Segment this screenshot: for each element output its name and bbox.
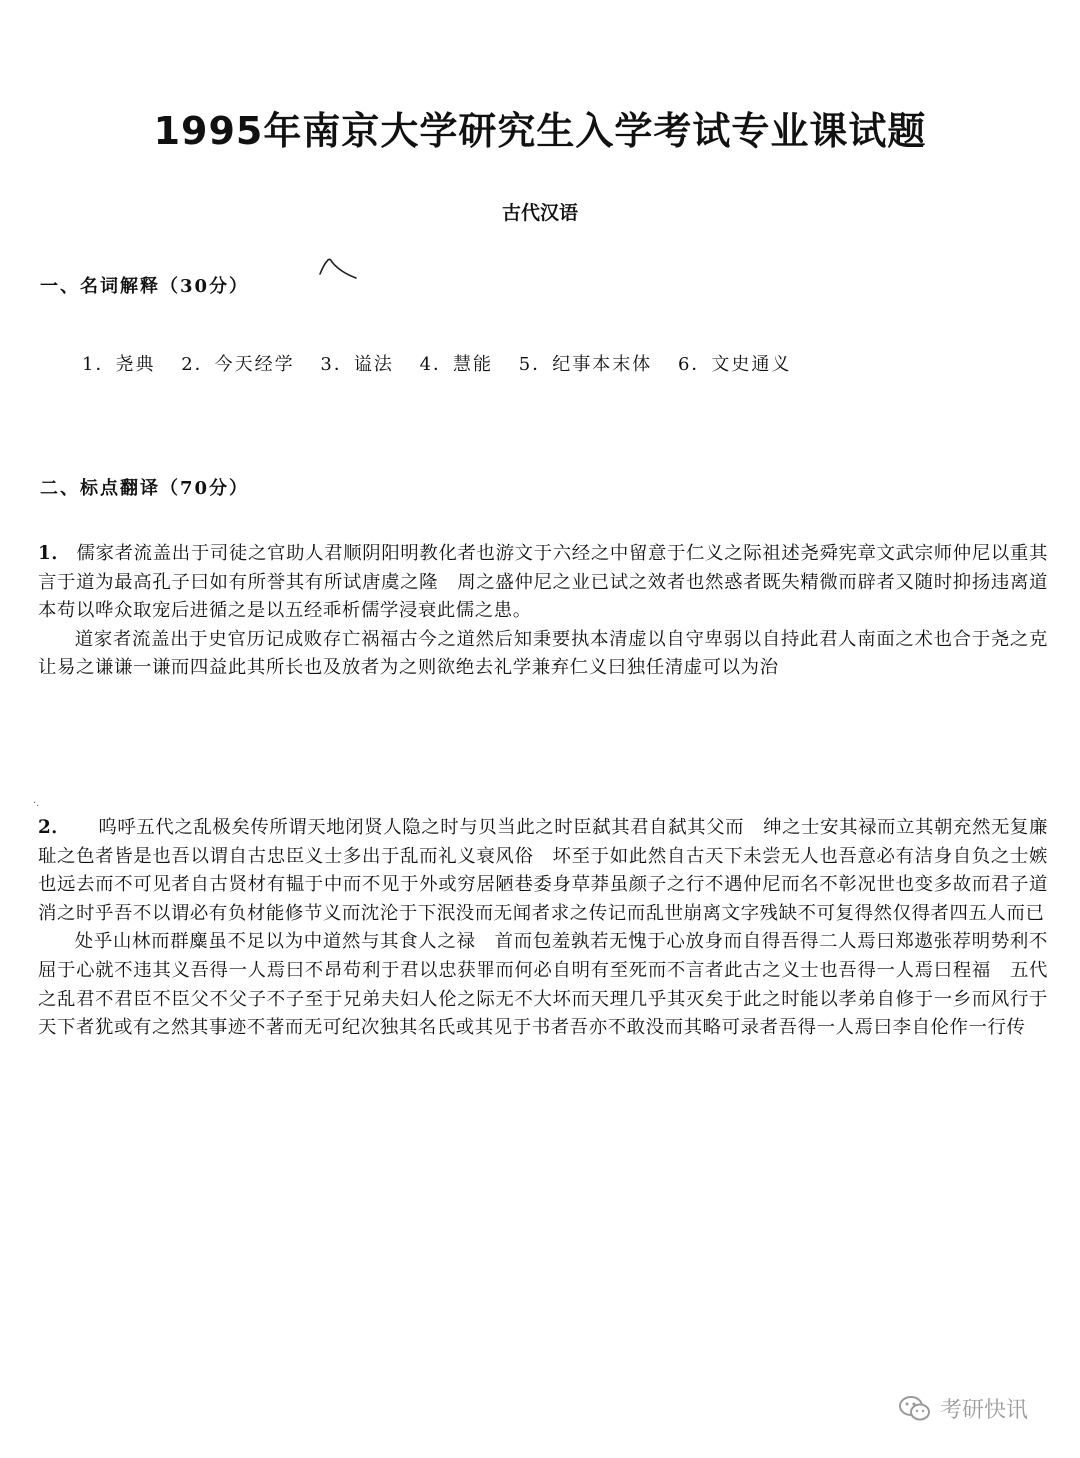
term-item: 6．文史通义 (677, 354, 792, 375)
section-2-heading: 二、标点翻译（70分） (40, 478, 250, 499)
wechat-icon (898, 1394, 932, 1424)
question-number: 1． (38, 543, 71, 564)
question-1-paragraph: 1． 儒家者流盖出于司徒之官助人君顺阴阳明教化者也游文于六经之中留意于仁义之际祖述尧舜宪章文武宗师仲尼以重其言于道为最高孔子曰如有所誉其有所试唐虞之隆 周之盛仲尼之业已试之效者也然惑者既失精微而辟者又随时抑扬违离道本苟以哗众取宠后进循之是以五经乖析儒学浸衰此儒之患。 (38, 543, 1048, 622)
term-item: 4．慧能 (419, 354, 494, 375)
question-2-paragraph: 2． 呜呼五代之乱极矣传所谓天地闭贤人隐之时与贝当此之时臣弑其君自弑其父而 绅之士安其禄而立其朝充然无复廉耻之色者皆是也吾以谓自古忠臣义士多出于乱而礼义衰风俗 坏至于如此然自古天下未尝无人也吾意必有洁身自负之士嫉也远去而不可见者自古贤材有韫于中而不见于外或穷居陋巷委身草莽虽颜子之行不遇仲尼而名不彰况世也变多故而君子道消之时乎吾不以谓必有负材能修节义而沈沦于下泯没而无闻者求之传记而乱世崩离文字残缺不可复得然仅得者四五人而已 (38, 817, 1048, 924)
term-item: 3．谥法 (320, 354, 394, 375)
question-number: 2． (38, 817, 71, 838)
question-2-paragraph: 处乎山林而群麋虽不足以为中道然与其食人之禄 首而包羞孰若无愧于心放身而自得吾得二人焉曰郑遨张荐明势利不屈于心就不违其义吾得一人焉曰不昂苟利于君以忠获罪而何必自明有至死而不言者此古之义士也吾得一人焉曰程福 五代之乱君不君臣不臣父不父子不子至于兄弟夫妇人伦之际无不大坏而天理几乎其灭矣于此之时能以孝弟自修于一乡而风行于天下者犹或有之然其事迹不著而无可纪次独其名氏或其见于书者吾亦不敢没而其略可录者吾得一人焉曰李自伦作一行传 (38, 931, 1048, 1039)
question-1-paragraph: 道家者流盖出于史官历记成败存亡祸福古今之道然后知秉要执本清虚以自守卑弱以自持此君人南面之术也合于尧之克让易之谦谦一谦而四益此其所长也及放者为之则欲绝去礼学兼弃仁义曰独任清虚可以为治 (38, 628, 1048, 679)
term-item: 1．尧典 (82, 354, 156, 375)
term-list (82, 350, 809, 376)
question-1-passage (38, 540, 1048, 683)
page-title: 1995年南京大学研究生入学考试专业课试题 (153, 109, 927, 153)
term-item: 5．纪事本末体 (518, 354, 653, 375)
handwritten-mark (312, 256, 362, 286)
section-1-heading: 一、名词解释（30分） (40, 276, 250, 297)
watermark (898, 1393, 1028, 1424)
question-2-passage (38, 814, 1048, 1043)
term-item: 2．今天经学 (181, 354, 295, 375)
subject-title: 古代汉语 (501, 202, 578, 224)
scan-speck: ·. (33, 798, 40, 809)
watermark-text: 考研快讯 (940, 1398, 1029, 1423)
